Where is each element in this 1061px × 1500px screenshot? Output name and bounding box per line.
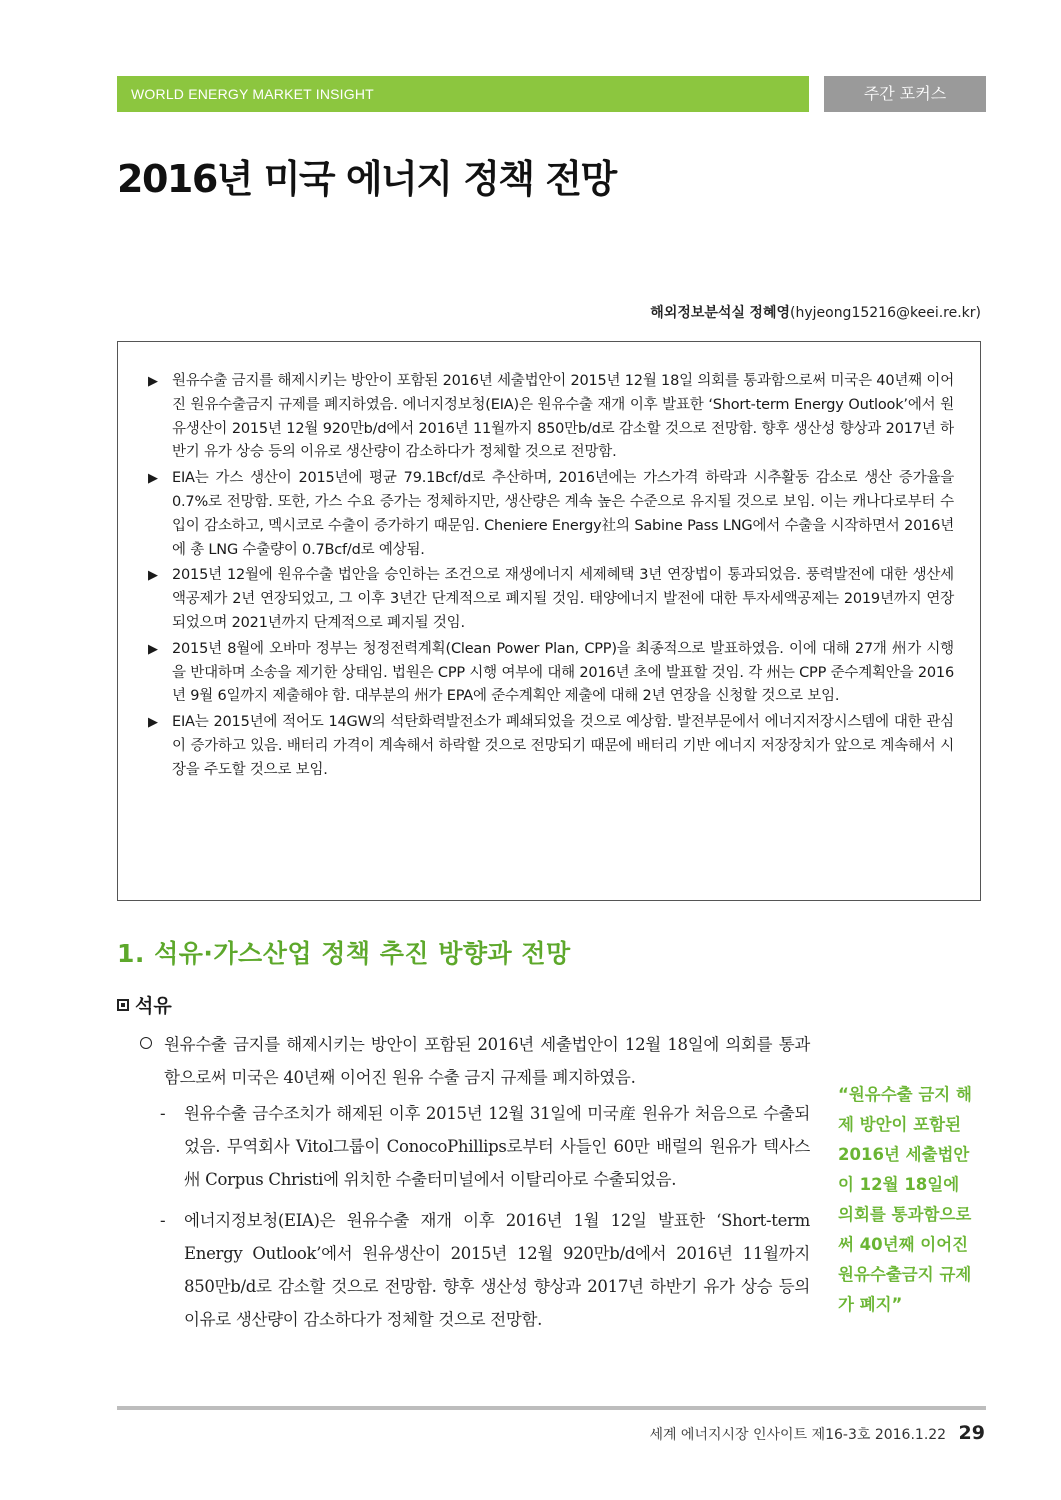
- series-banner: WORLD ENERGY MARKET INSIGHT: [117, 76, 809, 112]
- detail-item: [140, 1097, 810, 1196]
- square-bullet-icon: [117, 999, 129, 1011]
- summary-box: [117, 341, 981, 901]
- summary-text: 2015년 12월에 원유수출 법안을 승인하는 조건으로 재생에너지 세제혜택 3년 연장법이 통과되었음. 풍력발전에 대한 생산세액공제가 2년 연장되었고, 그 이후 3년간 단계적으로 폐지될 것임. 태양에너지 발전에 대한 투자세액공제는 2019년까지 연장되었으며 2021년까지 단계적으로 폐지될 것임.: [172, 567, 954, 631]
- detail-item: [140, 1204, 810, 1336]
- summary-text: EIA는 2015년에 적어도 14GW의 석탄화력발전소가 폐쇄되었을 것으로 예상함. 발전부문에서 에너지저장시스템에 대한 관심이 증가하고 있음. 배터리 가격이 계속해서 하락할 것으로 전망되기 때문에 배터리 기반 에너지 저장장치가 앞으로 계속해서 시장을 주도할 것으로 보임.: [172, 714, 954, 778]
- author-name: 정혜영: [749, 305, 790, 321]
- footer-publication: 세계 에너지시장 인사이트: [649, 1427, 808, 1443]
- triangle-bullet-icon: ▶: [148, 568, 158, 584]
- subsection-label: 석유: [135, 995, 172, 1017]
- triangle-bullet-icon: ▶: [148, 374, 158, 389]
- triangle-bullet-icon: ▶: [148, 471, 158, 487]
- summary-item: [148, 370, 954, 465]
- page-title: 2016년 미국 에너지 정책 전망: [117, 157, 616, 201]
- footer: [649, 1422, 985, 1444]
- body-text: [140, 1028, 810, 1344]
- main-point-text: 원유수출 금지를 해제시키는 방안이 포함된 2016년 세출법안이 12월 18일에 의회를 통과함으로써 미국은 40년째 이어진 원유 수출 금지 규제를 폐지하였음.: [164, 1035, 810, 1087]
- detail-text: 에너지정보청(EIA)은 원유수출 재개 이후 2016년 1월 12일 발표한 ‘Short-term Energy Outlook’에서 원유생산이 2015년 12월 920만b/d에서 2016년 11월까지 850만b/d로 감소할 것으로 전망함. 향후 생산성 향상과 2017년 하반기 유가 상승 등의 이유로 생산량이 감소하다가 정체할 것으로 전망함.: [184, 1211, 810, 1329]
- subsection-title: [117, 991, 172, 1018]
- detail-text: 원유수출 금수조치가 해제된 이후 2015년 12월 31일에 미국産 원유가 처음으로 수출되었음. 무역회사 Vitol그룹이 ConocoPhillips로부터 사들인 60만 배럴의 원유가 텍사스州 Corpus Christi에 위치한 수출터미널에서 이탈리아로 수출되었음.: [184, 1104, 810, 1189]
- triangle-bullet-icon: ▶: [148, 641, 158, 657]
- category-tab: 주간 포커스: [824, 76, 986, 112]
- summary-text: 원유수출 금지를 해제시키는 방안이 포함된 2016년 세출법안이 2015년 12월 18일 의회를 통과함으로써 미국은 40년째 이어진 원유수출금지 규제를 폐지하였음. 에너지정보청(EIA)은 원유수출 재개 이후 발표한 ‘Short-term Energy Outlook’에서 원유생산이 2015년 12월 920만b/d에서 2016년 11월까지 850만b/d로 감소할 것으로 전망함. 향후 생산성 향상과 2017년 하반기 유가 상승 등의 이유로 생산량이 감소하다가 정체할 것으로 전망함.: [172, 373, 954, 461]
- author-email: (hyjeong15216@keei.re.kr): [790, 305, 981, 321]
- summary-item: [148, 564, 954, 635]
- circle-bullet-icon: [140, 1037, 152, 1049]
- summary-text: EIA는 가스 생산이 2015년에 평균 79.1Bcf/d로 추산하며, 2016년에는 가스가격 하락과 시추활동 감소로 생산 증가율을 0.7%로 전망함. 또한, 가스 수요 증가는 정체하지만, 생산량은 계속 높은 수준으로 유지될 것으로 보임. 이는 캐나다로부터 수입이 감소하고, 멕시코로 수출이 증가하기 때문임. Cheniere Energy社의 Sabine Pass LNG에서 수출을 시작하면서 2016년에 총 LNG 수출량이 0.7Bcf/d로 예상됨.: [172, 470, 954, 558]
- page-number: 29: [958, 1422, 985, 1444]
- pull-quote: “원유수출 금지 해제 방안이 포함된 2016년 세출법안이 12월 18일에 의회를 통과함으로써 40년째 이어진 원유수출금지 규제가 폐지”: [838, 1085, 972, 1314]
- dash-bullet-icon: -: [160, 1104, 166, 1123]
- summary-item: [148, 638, 954, 709]
- author-dept: 해외정보분석실: [650, 305, 745, 321]
- triangle-bullet-icon: ▶: [148, 715, 158, 731]
- summary-item: [148, 711, 954, 782]
- author-line: [650, 302, 981, 322]
- section-title: 1. 석유·가스산업 정책 추진 방향과 전망: [117, 939, 571, 968]
- dash-bullet-icon: -: [160, 1211, 166, 1230]
- main-point: [140, 1028, 810, 1094]
- summary-item: [148, 467, 954, 562]
- footer-divider: [117, 1406, 986, 1410]
- summary-text: 2015년 8월에 오바마 정부는 청정전력계획(Clean Power Plan, CPP)을 최종적으로 발표하였음. 이에 대해 27개 州가 시행을 반대하며 소송을 제기한 상태임. 법원은 CPP 시행 여부에 대해 2016년 초에 발표할 것임. 각 州는 CPP 준수계획안을 2016년 9월 6일까지 제출해야 함. 대부분의 州가 EPA에 준수계획안 제출에 대해 2년 연장을 신청할 것으로 보임.: [172, 640, 954, 705]
- footer-issue: 제16-3호 2016.1.22: [811, 1427, 947, 1443]
